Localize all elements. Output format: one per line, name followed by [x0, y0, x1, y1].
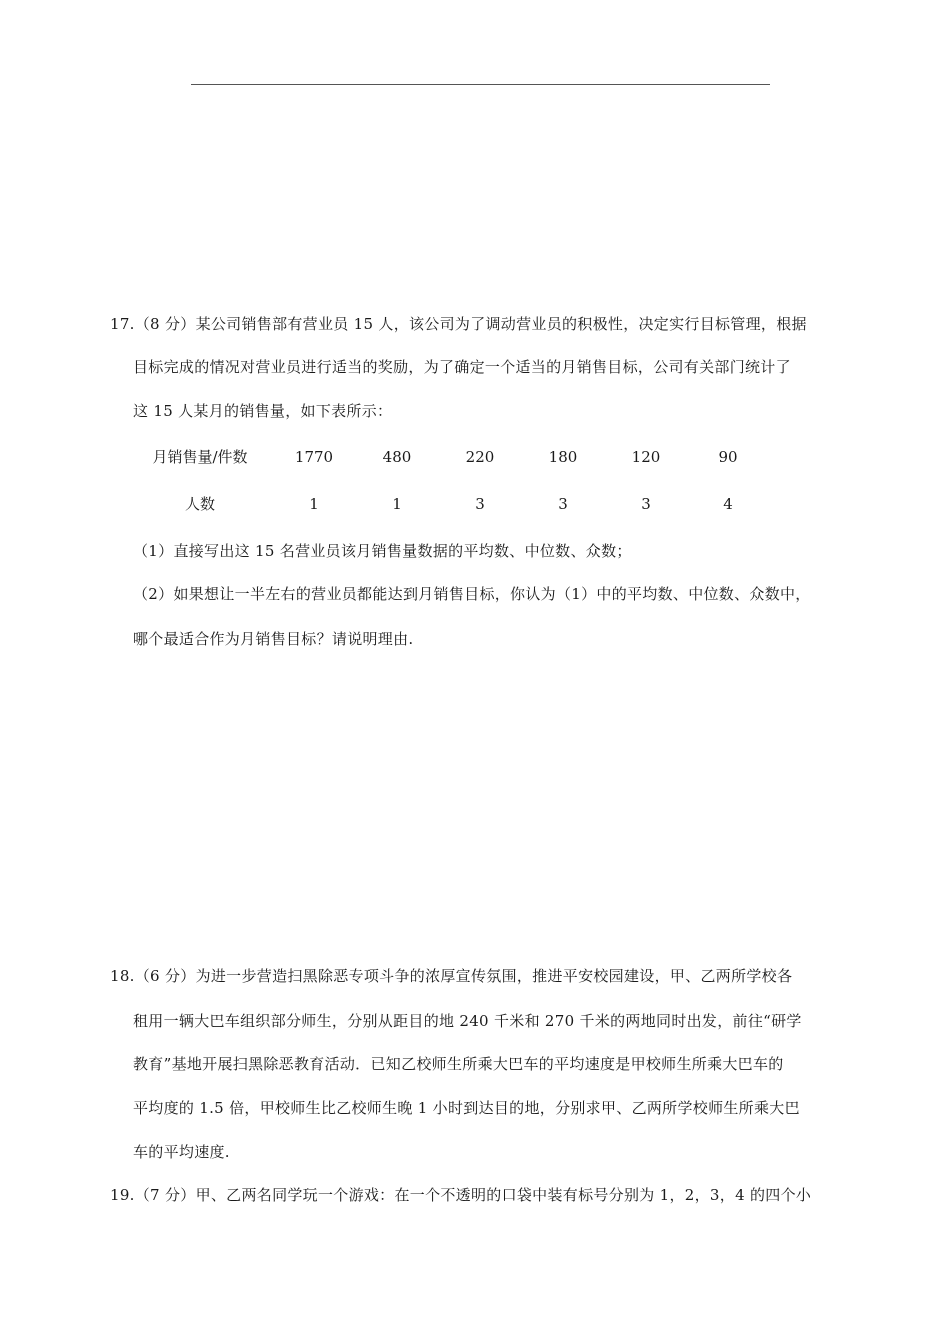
q18-line-3: 教育”基地开展扫黑除恶教育活动．已知乙校师生所乘大巴车的平均速度是甲校师生所乘大巴车的 — [133, 1055, 784, 1073]
q17-line-1: 17.（8 分）某公司销售部有营业员 15 人，该公司为了调动营业员的积极性，决定实行目标管理，根据 — [110, 315, 807, 333]
table-cell: 3 — [558, 495, 568, 513]
table-cell: 90 — [718, 448, 738, 466]
q17-line-3: 这 15 人某月的销售量，如下表所示： — [133, 402, 393, 420]
table-cell: 480 — [382, 448, 412, 466]
table-cell: 4 — [723, 495, 733, 513]
table-row1-label: 月销售量/件数 — [152, 448, 248, 466]
table-cell: 180 — [548, 448, 578, 466]
q17-line-2: 目标完成的情况对营业员进行适当的奖励，为了确定一个适当的月销售目标，公司有关部门统计了 — [133, 358, 791, 376]
table-cell: 1 — [392, 495, 402, 513]
q18-line-5: 车的平均速度. — [133, 1143, 230, 1161]
table-cell: 3 — [641, 495, 651, 513]
q17-part-2-line-1: （2）如果想让一半左右的营业员都能达到月销售目标，你认为（1）中的平均数、中位数、众数中， — [133, 585, 811, 603]
q19-line-1: 19.（7 分）甲、乙两名同学玩一个游戏：在一个不透明的口袋中装有标号分别为 1，2，3，4 的四个小 — [110, 1186, 812, 1204]
table-cell: 220 — [465, 448, 495, 466]
q18-line-4: 平均度的 1.5 倍，甲校师生比乙校师生晚 1 小时到达目的地，分别求甲、乙两所学校师生所乘大巴 — [133, 1099, 800, 1117]
header-rule — [191, 84, 770, 85]
table-cell: 1770 — [294, 448, 334, 466]
q17-part-1: （1）直接写出这 15 名营业员该月销售量数据的平均数、中位数、众数； — [133, 542, 632, 560]
table-cell: 1 — [309, 495, 319, 513]
table-cell: 3 — [475, 495, 485, 513]
table-cell: 120 — [631, 448, 661, 466]
q17-part-2-line-2: 哪个最适合作为月销售目标？请说明理由. — [133, 630, 414, 648]
q18-line-2: 租用一辆大巴车组织部分师生，分别从距目的地 240 千米和 270 千米的两地同时出发，前往“研学 — [133, 1012, 802, 1030]
q18-line-1: 18.（6 分）为进一步营造扫黑除恶专项斗争的浓厚宣传氛围，推进平安校园建设，甲、乙两所学校各 — [110, 967, 793, 985]
table-row2-label: 人数 — [184, 495, 216, 513]
